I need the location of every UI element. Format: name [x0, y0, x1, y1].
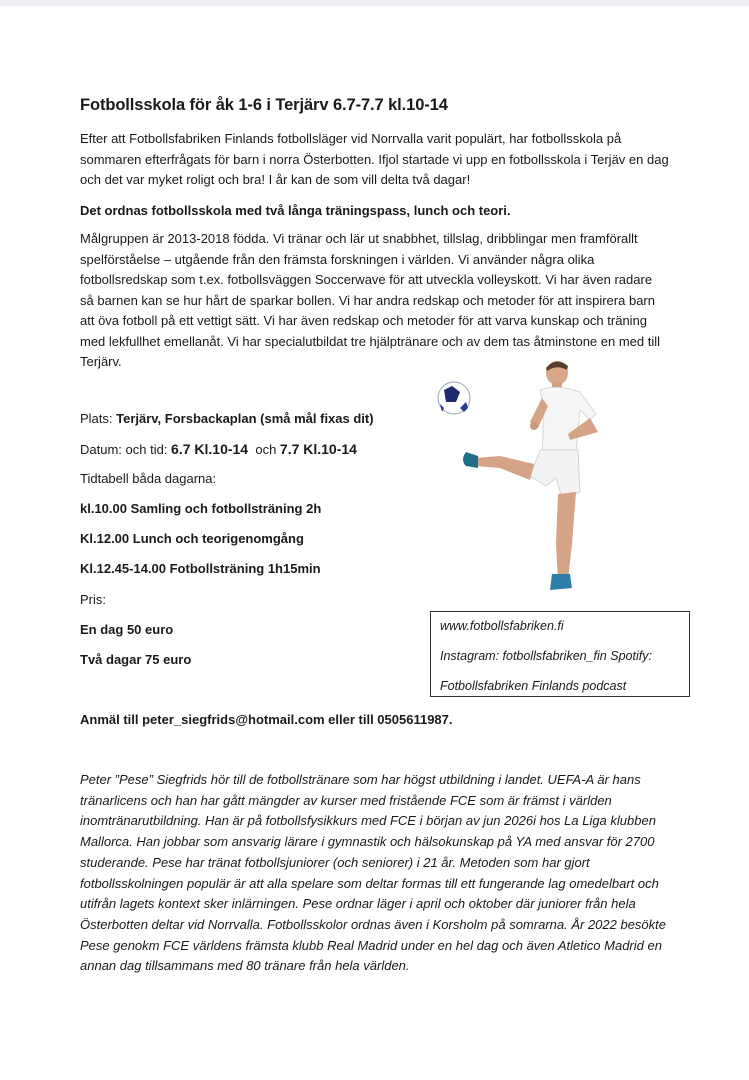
- price-heading: Pris:: [80, 592, 106, 607]
- description-paragraph: Målgruppen är 2013-2018 födda. Vi tränar och lär ut snabbhet, tillslag, dribblingar men framförallt spelförståelse – utgående från den främsta forskningen i världen. Vi använder några olika fotbollsredskap som t.ex. fotbollsväggen Soccerwave för att utveckla volleyskott. Vi har även radare så barnen kan se hur hårt de sparkar bollen. Vi har andra redskap och metoder för att inspirera barn att öva fotboll på ett vettigt sätt. Vi har även redskap och metoder för att varva kunskap och träning med lekfullhet emellanåt. Vi har specialutbildat tre hjälptränare och av dem tas åtminstone en med till Terjärv.: [80, 231, 661, 369]
- top-bar: [0, 0, 749, 6]
- date-day2: 7.7 Kl.10-14: [279, 441, 357, 457]
- price-one-day: En dag 50 euro: [80, 622, 174, 637]
- schedule-item: Kl.12.45-14.00 Fotbollsträning 1h15min: [80, 561, 321, 576]
- price-two-days: Två dagar 75 euro: [80, 652, 192, 667]
- place-line: [80, 411, 374, 427]
- date-day1: 6.7 Kl.10-14: [171, 441, 249, 457]
- schedule-item: kl.10.00 Samling och fotbollsträning 2h: [80, 501, 322, 516]
- website-link[interactable]: www.fotbollsfabriken.fi: [440, 619, 564, 633]
- page-title: Fotbollsskola för åk 1-6 i Terjärv 6.7-7.7 kl.10-14: [80, 96, 448, 114]
- coach-bio: Peter ”Pese” Siegfrids hör till de fotbollstränare som har högst utbildning i landet. UEFA-A är hans tränarlicens och han har gått mängder av kurser med fristående FCE som är främst i världen inomtränarutbildning. Han är på fotbollsfysikkurs med FCE i början av jun 2026i hos La Liga klubben Mallorca. Han jobbar som ansvarig lärare i gymnastik och hälsokunskap på YA med ansvar för 2700 studerande. Pese har tränat fotbollsjuniorer (och seniorer) i 21 år. Metoden som har gjort fotbollsskolningen populär är att alla spelare som deltar formas till ett fungerande lag omedelbart och utifrån lagets kontext sker inlärningen. Pese ordnar läger i april och oktober där juniorer från hela Österbotten deltar vid Norrvalla. Fotbollsskolor ordnas även i Korsholm på somrarna. År 2022 besökte Pese genokm FCE världens främsta klubb Real Madrid under en hel dag och även Atletico Madrid en annan dag tillsammans med 80 tränare från hela världen.: [80, 772, 667, 974]
- soccer-ball: [438, 382, 470, 414]
- date-separator: och: [248, 442, 280, 457]
- schedule-heading: Tidtabell båda dagarna:: [80, 471, 217, 486]
- signup-line: Anmäl till peter_siegfrids@hotmail.com eller till 0505611987.: [80, 712, 453, 727]
- intro-paragraph: Efter att Fotbollsfabriken Finlands fotbollsläger vid Norrvalla varit populärt, har fotbollsskola på sommaren efterfrågats för barn i norra Österbotten. Ifjol startade vi upp en fotbollsskola i Terjäv en dag och det var myket roligt och bra! I år kan de som vill delta två dagar!: [80, 131, 669, 187]
- schedule-item: Kl.12.00 Lunch och teorigenomgång: [80, 531, 304, 546]
- instagram-spotify-text: Instagram: fotbollsfabriken_fin Spotify:: [440, 649, 652, 663]
- date-line: [80, 441, 357, 458]
- soccer-player-image: [430, 352, 620, 597]
- highlight-line: Det ordnas fotbollsskola med två långa träningspass, lunch och teori.: [80, 203, 511, 218]
- links-box: [430, 611, 690, 697]
- podcast-text: Fotbollsfabriken Finlands podcast: [440, 679, 627, 693]
- date-label: Datum: och tid:: [80, 442, 172, 457]
- place-value: Terjärv, Forsbackaplan (små mål fixas dit): [116, 411, 374, 426]
- place-label: Plats:: [80, 411, 117, 426]
